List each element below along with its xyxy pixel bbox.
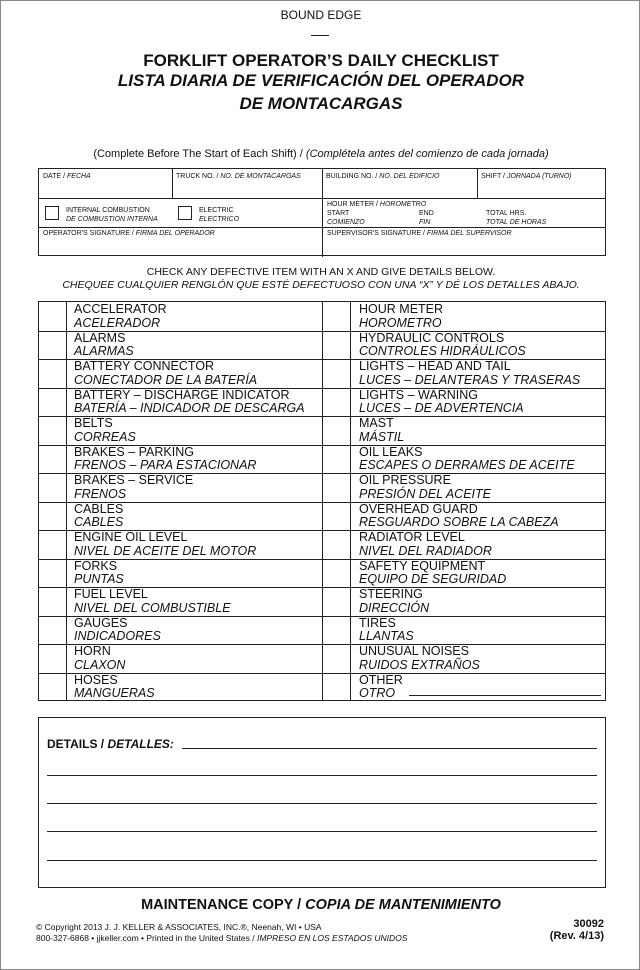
item-label-en: LIGHTS – HEAD AND TAIL: [359, 359, 511, 373]
copyright-line-2-en: 800-327-6868 • jjkeller.com • Printed in the United States /: [36, 933, 255, 943]
date-field[interactable]: [43, 172, 91, 181]
building-label-es: NO. DEL EDIFICIO: [379, 173, 440, 180]
checklist-item: [359, 360, 580, 387]
item-label-es: ACELERADOR: [74, 315, 161, 330]
item-label-es: CONTROLES HIDRÁULICOS: [359, 344, 526, 358]
item-label-es: NIVEL DE ACEITE DEL MOTOR: [74, 543, 257, 558]
check-box-left-4[interactable]: [39, 388, 66, 417]
item-label-en: STEERING: [359, 587, 423, 601]
internal-combustion-label: [66, 206, 158, 224]
check-box-left-5[interactable]: [39, 416, 66, 445]
item-label-es: BATERÍA – INDICADOR DE DESCARGA: [74, 401, 305, 415]
shift-instruction: [1, 148, 640, 160]
maintenance-copy-label: [1, 897, 640, 913]
copyright-line-1: © Copyright 2013 J. J. KELLER & ASSOCIATES, INC.®, Neenah, WI • USA: [36, 922, 322, 932]
divider: [172, 169, 173, 198]
details-line-3[interactable]: [47, 803, 597, 804]
check-box-right-3[interactable]: [323, 359, 350, 388]
operator-signature-label-es: FIRMA DEL OPERADOR: [135, 230, 215, 237]
item-label-es: LUCES – DE ADVERTENCIA: [359, 401, 524, 415]
truck-label-es: NO. DE MONTACARGAS: [220, 173, 301, 180]
total-hours-label: TOTAL HRS.: [486, 210, 527, 217]
details-line-1[interactable]: [182, 748, 597, 749]
check-box-right-9[interactable]: [323, 530, 350, 559]
item-label-es: CLAXON: [74, 657, 126, 672]
hour-meter-es: HOROMETRO: [379, 201, 427, 208]
check-box-left-14[interactable]: [39, 673, 66, 702]
item-label-en: SAFETY EQUIPMENT: [359, 558, 486, 573]
checklist-item: [359, 531, 492, 558]
item-label-en: HOUR METER: [359, 302, 444, 316]
details-line-4[interactable]: [47, 831, 597, 832]
copyright-line-2: [36, 933, 407, 944]
check-box-right-14[interactable]: [323, 673, 350, 702]
item-label-en: BELTS: [74, 416, 113, 430]
checklist-item: [359, 446, 575, 473]
hour-meter-en: HOUR METER /: [327, 201, 378, 208]
internal-combustion-en: INTERNAL COMBUSTION: [66, 207, 150, 214]
start-label: START: [327, 210, 350, 217]
supervisor-signature-field[interactable]: [327, 229, 512, 238]
item-label-es: LUCES – DELANTERAS Y TRASERAS: [359, 372, 581, 387]
check-box-right-12[interactable]: [323, 616, 350, 645]
truck-label: TRUCK NO. /: [176, 173, 219, 180]
revision-label: (Rev. 4/13): [549, 930, 604, 942]
date-label-es: FECHA: [67, 173, 91, 180]
item-label-en: FORKS: [74, 558, 118, 573]
check-box-right-13[interactable]: [323, 644, 350, 673]
item-label-en: ALARMS: [74, 330, 126, 345]
details-box: [38, 717, 606, 888]
item-label-es: NIVEL DEL RADIADOR: [359, 543, 492, 558]
check-box-right-5[interactable]: [323, 416, 350, 445]
operator-signature-label: OPERATOR'S SIGNATURE /: [43, 230, 134, 237]
item-label-en: HYDRAULIC CONTROLS: [359, 330, 505, 345]
truck-number-field[interactable]: [176, 172, 301, 181]
checklist-item: [359, 474, 491, 501]
check-box-right-8[interactable]: [323, 502, 350, 531]
title-english: FORKLIFT OPERATOR’S DAILY CHECKLIST: [143, 51, 499, 70]
checklist-item: [359, 617, 414, 644]
item-label-en: UNUSUAL NOISES: [359, 644, 469, 658]
form-number: [550, 918, 604, 942]
checklist-item: [74, 674, 155, 701]
divider: [311, 35, 329, 36]
item-label-en: ACCELERATOR: [74, 302, 167, 316]
item-label-en: RADIATOR LEVEL: [359, 530, 465, 544]
item-label-es: CABLES: [74, 515, 124, 529]
building-label: BUILDING NO. /: [326, 173, 378, 180]
item-label-es: MÁSTIL: [359, 429, 405, 444]
item-label-es: INDICADORES: [74, 629, 161, 643]
checklist-item: [74, 588, 231, 615]
item-label-en: LIGHTS – WARNING: [359, 387, 478, 402]
item-label-en: TIRES: [359, 615, 396, 630]
check-box-right-7[interactable]: [323, 473, 350, 502]
item-label-es: FRENOS: [74, 486, 127, 501]
title-spanish-line2: DE MONTACARGAS: [239, 94, 403, 113]
check-box-left-8[interactable]: [39, 502, 66, 531]
item-label-en: OIL PRESSURE: [359, 473, 451, 487]
check-box-left-6[interactable]: [39, 445, 66, 474]
checklist-item: [74, 560, 124, 587]
item-label-es: NIVEL DEL COMBUSTIBLE: [74, 600, 231, 615]
electric-en: ELECTRIC: [199, 207, 234, 214]
checklist-item: [359, 503, 559, 530]
check-box-right-2[interactable]: [323, 331, 350, 360]
shift-label-es: JORNADA (TURNO): [506, 173, 572, 180]
hour-meter-label: [327, 200, 426, 209]
item-label-es: CORREAS: [74, 429, 136, 444]
item-label-es: MANGUERAS: [74, 686, 155, 700]
item-label-en: CABLES: [74, 501, 124, 516]
check-box-left-1[interactable]: [39, 302, 66, 331]
item-label-en: OTHER: [359, 672, 403, 687]
checklist-item: [74, 332, 134, 359]
total-hours-label-es: TOTAL DE HORAS: [486, 219, 547, 226]
end-label: END: [419, 210, 434, 217]
checklist-item: [359, 303, 443, 330]
check-box-left-12[interactable]: [39, 616, 66, 645]
building-number-field[interactable]: [326, 172, 439, 181]
checklist-item: [359, 645, 480, 672]
check-box-left-11[interactable]: [39, 587, 66, 616]
check-box-left-2[interactable]: [39, 331, 66, 360]
details-line-2[interactable]: [47, 775, 597, 776]
item-label-en: BRAKES – PARKING: [74, 444, 194, 459]
shift-instruction-en: (Complete Before The Start of Each Shift) /: [93, 148, 303, 160]
maintenance-copy-es: COPIA DE MANTENIMIENTO: [305, 897, 501, 913]
checklist-item: [359, 332, 526, 359]
item-label-en: FUEL LEVEL: [74, 587, 148, 601]
item-label-es: RESGUARDO SOBRE LA CABEZA: [359, 515, 559, 529]
item-label-es: CONECTADOR DE LA BATERÍA: [74, 372, 258, 387]
checklist-item: [74, 446, 256, 473]
info-box: [38, 168, 606, 256]
check-instruction-en: CHECK ANY DEFECTIVE ITEM WITH AN X AND GIVE DETAILS BELOW.: [146, 266, 496, 278]
checklist-item: [74, 617, 161, 644]
item-label-en: OVERHEAD GUARD: [359, 501, 478, 516]
end-label-es: FIN: [419, 219, 431, 226]
item-label-es: FRENOS – PARA ESTACIONAR: [74, 458, 257, 472]
start-field[interactable]: [327, 209, 365, 227]
item-label-en: BATTERY CONNECTOR: [74, 359, 215, 373]
bound-edge-label: BOUND EDGE: [280, 8, 362, 22]
checklist-item: [359, 389, 524, 416]
item-label-en: OIL LEAKS: [359, 444, 423, 459]
item-label-en: BATTERY – DISCHARGE INDICATOR: [74, 387, 290, 402]
item-label-es: EQUIPO DE SEGURIDAD: [359, 572, 507, 586]
item-label-en: ENGINE OIL LEVEL: [74, 530, 188, 544]
checklist-item: [74, 303, 167, 330]
operator-signature-field[interactable]: [43, 229, 215, 238]
item-label-es: OTRO: [359, 686, 396, 700]
divider: [322, 169, 323, 257]
check-box-right-10[interactable]: [323, 559, 350, 588]
form-number-value: 30092: [573, 918, 604, 930]
check-box-left-7[interactable]: [39, 473, 66, 502]
checklist-item: [74, 417, 136, 444]
item-label-en: HOSES: [74, 672, 118, 687]
checklist-item: [74, 645, 125, 672]
checklist-item: [74, 474, 193, 501]
item-label-en: BRAKES – SERVICE: [74, 473, 194, 487]
row-divider: [39, 559, 605, 560]
checklist-item: [359, 588, 429, 615]
item-label-es: PRESIÓN DEL ACEITE: [359, 486, 491, 501]
item-label-en: GAUGES: [74, 615, 128, 630]
copyright-notice: [36, 922, 407, 944]
check-box-right-1[interactable]: [323, 302, 350, 331]
shift-field[interactable]: [481, 172, 572, 181]
checklist-item: [74, 503, 123, 530]
checklist-item: [359, 417, 404, 444]
divider: [477, 169, 478, 198]
date-label: DATE /: [43, 173, 66, 180]
item-label-es: PUNTAS: [74, 572, 124, 586]
supervisor-signature-label: SUPERVISOR'S SIGNATURE /: [327, 230, 425, 237]
item-label-es: RUIDOS EXTRAÑOS: [359, 657, 480, 672]
electric-es: ELECTRICO: [199, 216, 240, 223]
checklist-item: [359, 560, 506, 587]
details-label-en: DETAILS /: [47, 737, 105, 751]
details-line-5[interactable]: [47, 860, 597, 861]
end-field[interactable]: [419, 209, 434, 227]
details-label-es: DETALLES:: [107, 737, 174, 751]
shift-label: SHIFT /: [481, 173, 505, 180]
item-label-es: DIRECCIÓN: [359, 600, 430, 615]
total-hours-field[interactable]: [486, 209, 546, 227]
item-label-es: ESCAPES O DERRAMES DE ACEITE: [359, 458, 575, 472]
start-label-es: COMIENZO: [327, 219, 365, 226]
item-label-en: HORN: [74, 644, 111, 658]
inspection-items-table: [38, 301, 606, 701]
item-label-es: ALARMAS: [74, 344, 134, 358]
check-box-right-4[interactable]: [323, 388, 350, 417]
checklist-item: [359, 674, 403, 701]
checklist-item: [74, 389, 305, 416]
check-box-right-11[interactable]: [323, 587, 350, 616]
checklist-item: [74, 531, 256, 558]
shift-instruction-es: (Complétela antes del comienzo de cada jornada): [305, 148, 549, 160]
internal-combustion-es: DE COMBUSTION INTERNA: [66, 216, 158, 223]
internal-combustion-checkbox[interactable]: [45, 206, 59, 220]
check-box-left-9[interactable]: [39, 530, 66, 559]
item-label-es: HOROMETRO: [359, 315, 442, 330]
details-label: [47, 737, 174, 751]
maintenance-copy-en: MAINTENANCE COPY /: [141, 897, 302, 913]
check-instruction-es: CHEQUEE CUALQUIER RENGLÓN QUE ESTÉ DEFECTUOSO CON UNA “X” Y DÉ LOS DETALLES ABAJO.: [62, 279, 580, 291]
check-box-left-3[interactable]: [39, 359, 66, 388]
item-label-es: LLANTAS: [359, 629, 414, 643]
check-box-left-10[interactable]: [39, 559, 66, 588]
electric-checkbox[interactable]: [178, 206, 192, 220]
other-write-in-line[interactable]: [409, 695, 601, 696]
supervisor-signature-label-es: FIRMA DEL SUPERVISOR: [426, 230, 512, 237]
check-instruction: [1, 266, 640, 292]
item-label-en: MAST: [359, 416, 394, 430]
copyright-line-2-es: IMPRESO EN LOS ESTADOS UNIDOS: [256, 933, 408, 943]
check-box-right-6[interactable]: [323, 445, 350, 474]
title-spanish-line1: LISTA DIARIA DE VERIFICACIÓN DEL OPERADOR: [117, 71, 525, 90]
checklist-item: [74, 360, 257, 387]
check-box-left-13[interactable]: [39, 644, 66, 673]
electric-label: [199, 206, 239, 224]
